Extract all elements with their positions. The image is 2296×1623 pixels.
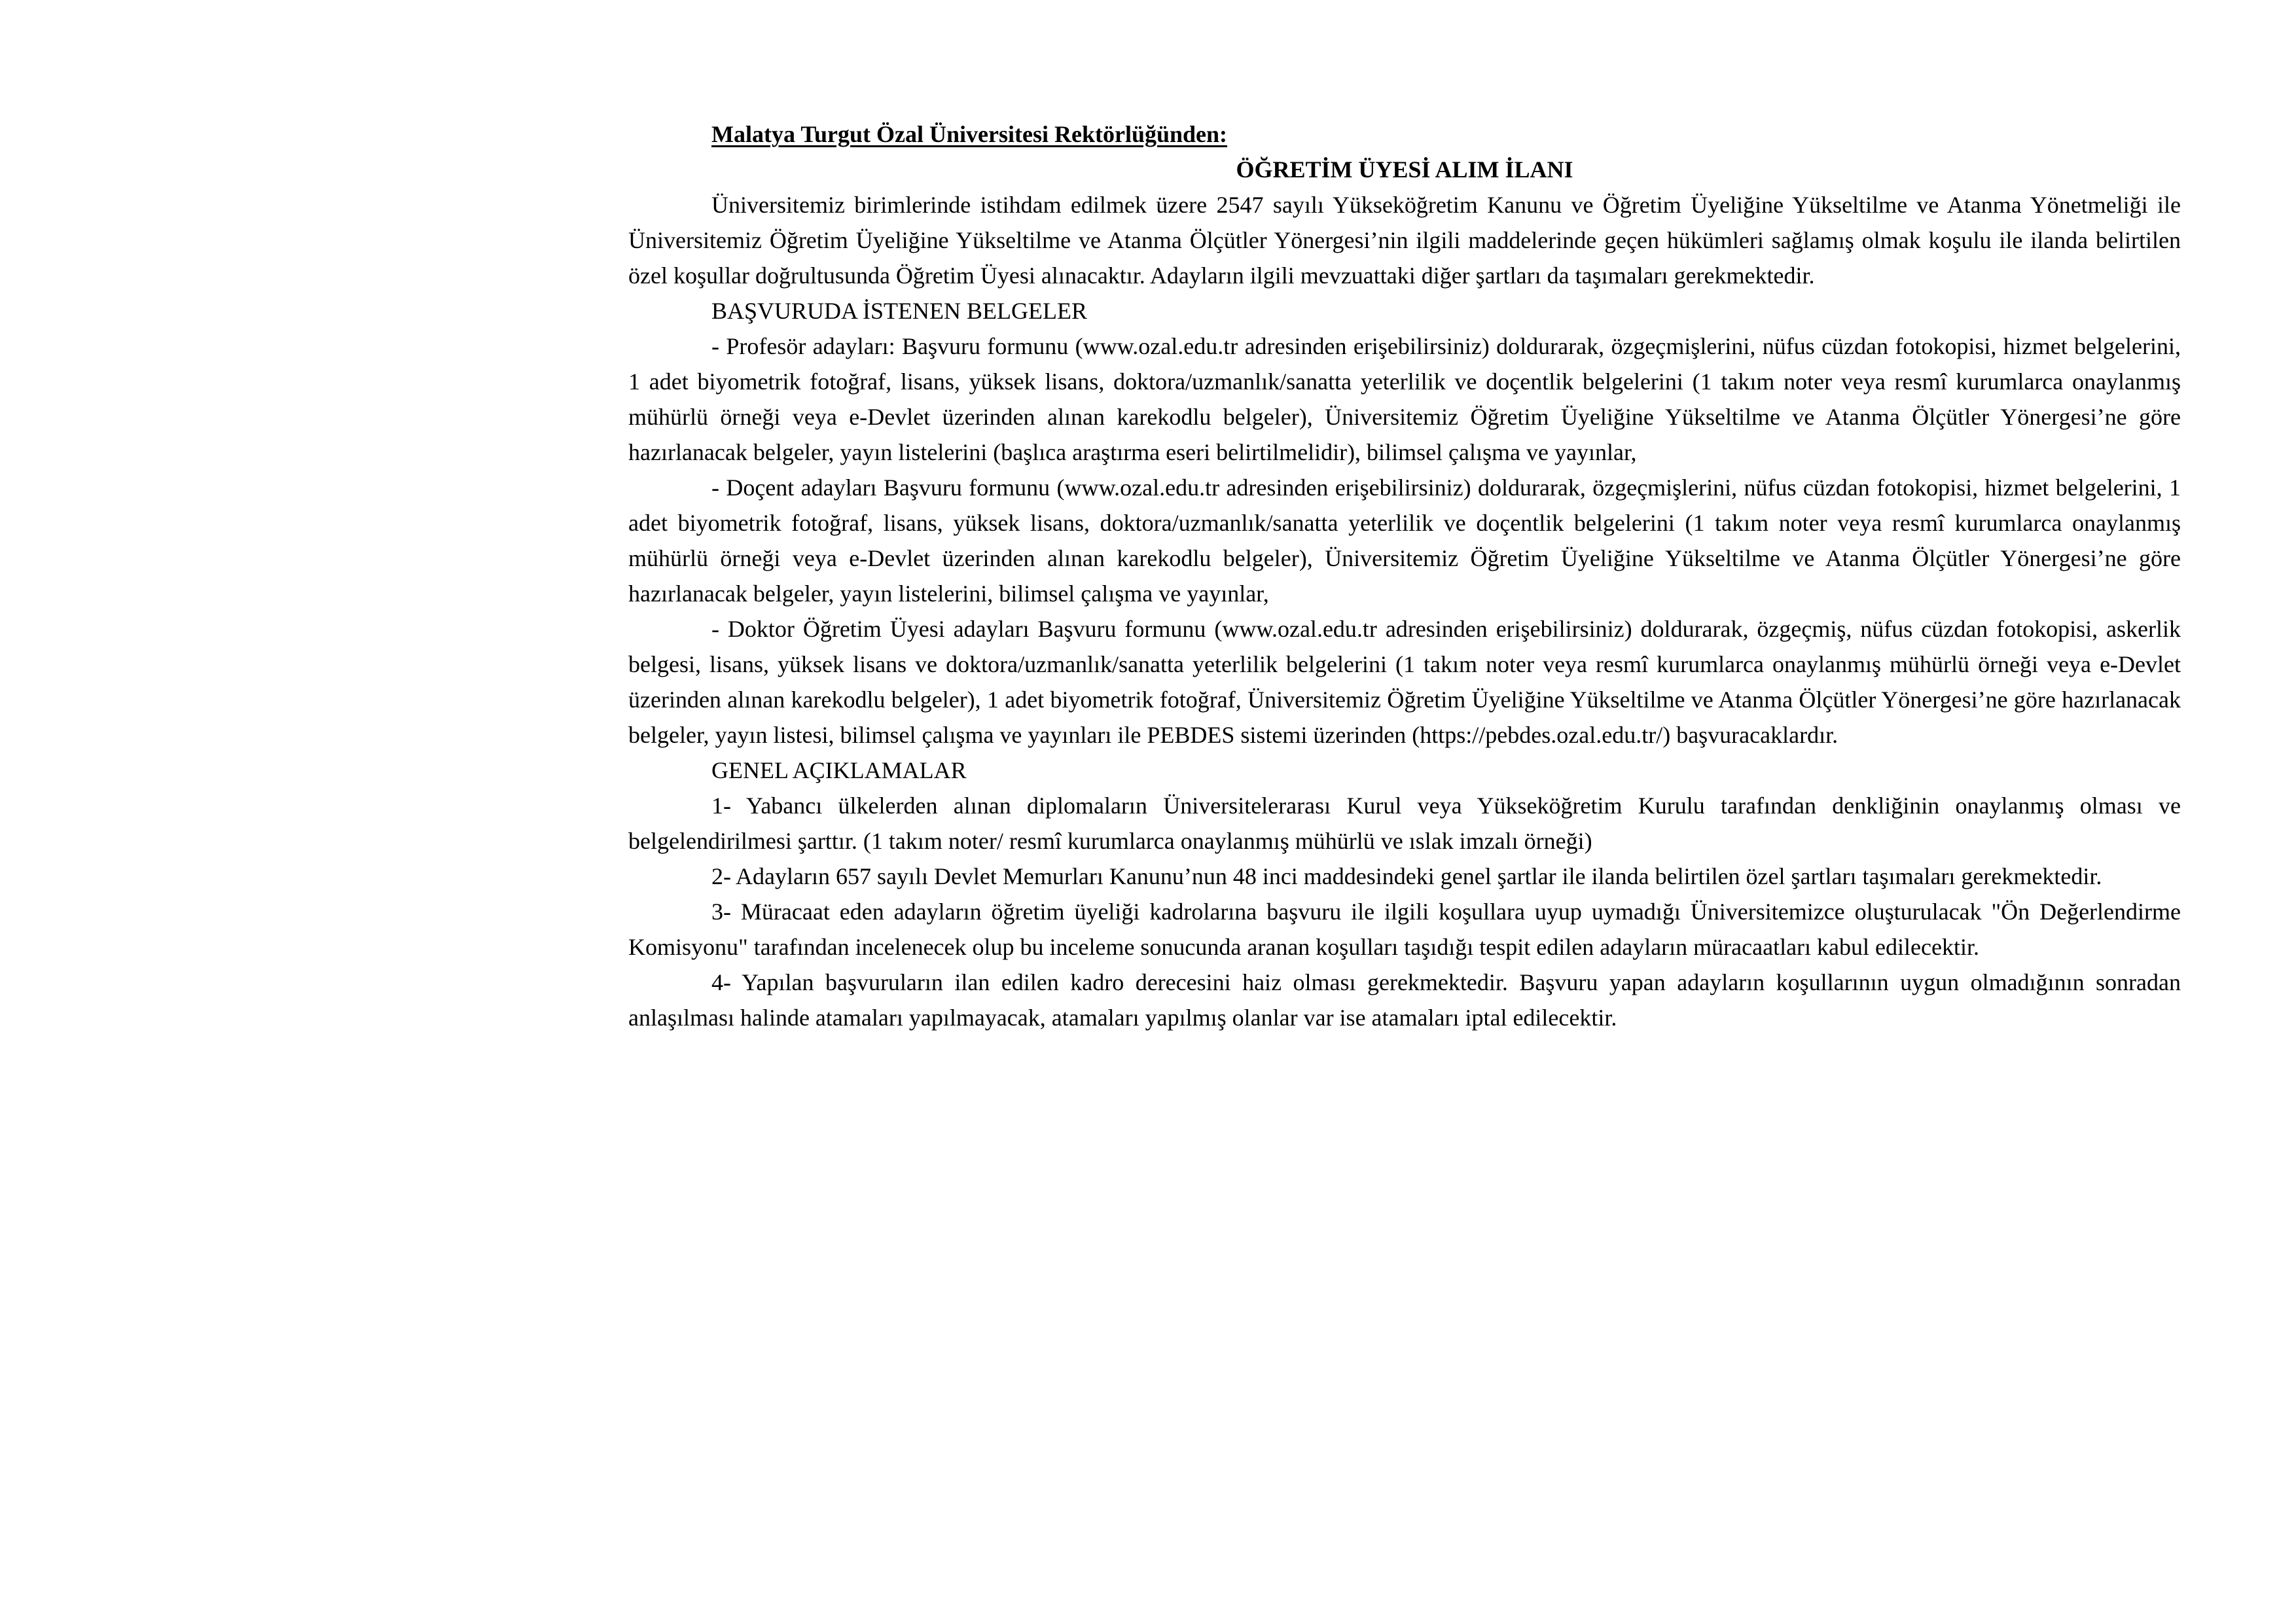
general-note-1: 1- Yabancı ülkelerden alınan diplomaların Üniversitelerarası Kurul veya Yükseköğretim Kurulu tarafından denkliğinin onaylanmış olması ve belgelendirilmesi şarttır. (1 takım noter/ resmî kurumlarca onaylanmış mühürlü ve ıslak imzalı örneği)	[628, 793, 2181, 854]
announcement-document	[628, 116, 2181, 1035]
required-documents-section	[628, 293, 2181, 753]
requirement-associate-professor: - Doçent adayları Başvuru formunu (www.ozal.edu.tr adresinden erişebilirsiniz) doldurarak, özgeçmişlerini, nüfus cüzdan fotokopisi, hizmet belgelerini, 1 adet biyometrik fotoğraf, lisans, yüksek lisans, doktora/uzmanlık/sanatta yeterlilik ve doçentlik belgelerini (1 takım noter veya resmî kurumlarca onaylanmış mühürlü örneği veya e-Devlet üzerinden alınan karekodlu belgeler), Üniversitemiz Öğretim Üyeliğine Yükseltilme ve Atanma Ölçütler Yönergesi’ne göre hazırlanacak belgeler, yayın listelerini, bilimsel çalışma ve yayınlar,	[628, 474, 2181, 607]
requirement-professor: - Profesör adayları: Başvuru formunu (www.ozal.edu.tr adresinden erişebilirsiniz) doldurarak, özgeçmişlerini, nüfus cüzdan fotokopisi, hizmet belgelerini, 1 adet biyometrik fotoğraf, lisans, yüksek lisans, doktora/uzmanlık/sanatta yeterlilik ve doçentlik belgelerini (1 takım noter veya resmî kurumlarca onaylanmış mühürlü örneği veya e-Devlet üzerinden alınan karekodlu belgeler), Üniversitemiz Öğretim Üyeliğine Yükseltilme ve Atanma Ölçütler Yönergesi’ne göre hazırlanacak belgeler, yayın listelerini (başlıca araştırma eseri belirtilmelidir), bilimsel çalışma ve yayınlar,	[628, 333, 2181, 465]
general-notes-section	[628, 753, 2181, 1035]
requirement-assistant-professor: - Doktor Öğretim Üyesi adayları Başvuru formunu (www.ozal.edu.tr adresinden erişebilirsiniz) doldurarak, özgeçmiş, nüfus cüzdan fotokopisi, askerlik belgesi, lisans, yüksek lisans ve doktora/uzmanlık/sanatta yeterlilik belgelerini (1 takım noter veya resmî kurumlarca onaylanmış mühürlü örneği veya e-Devlet üzerinden alınan karekodlu belgeler), 1 adet biyometrik fotoğraf, Üniversitemiz Öğretim Üyeliğine Yükseltilme ve Atanma Ölçütler Yönergesi’ne göre hazırlanacak belgeler, yayın listesi, bilimsel çalışma ve yayınları ile PEBDES sistemi üzerinden (https://pebdes.ozal.edu.tr/) başvuracaklardır.	[628, 616, 2181, 748]
required-documents-heading: BAŞVURUDA İSTENEN BELGELER	[711, 298, 1087, 324]
issuer-heading: Malatya Turgut Özal Üniversitesi Rektörlüğünden:	[711, 121, 1228, 147]
intro-paragraph: Üniversitemiz birimlerinde istihdam edilmek üzere 2547 sayılı Yükseköğretim Kanunu ve Öğretim Üyeliğine Yükseltilme ve Atanma Yönetmeliği ile Üniversitemiz Öğretim Üyeliğine Yükseltilme ve Atanma Ölçütler Yönergesi’nin ilgili maddelerinde geçen hükümleri sağlamış olmak koşulu ile ilanda belirtilen özel koşullar doğrultusunda Öğretim Üyesi alınacaktır. Adayların ilgili mevzuattaki diğer şartları da taşımaları gerekmektedir.	[628, 192, 2181, 289]
general-note-3: 3- Müracaat eden adayların öğretim üyeliği kadrolarına başvuru ile ilgili koşullara uyup uymadığı Üniversitemizce oluşturulacak "Ön Değerlendirme Komisyonu" tarafından incelenecek olup bu inceleme sonucunda aranan koşulları taşıdığı tespit edilen adayların müracaatları kabul edilecektir.	[628, 899, 2181, 960]
general-note-4: 4- Yapılan başvuruların ilan edilen kadro derecesini haiz olması gerekmektedir. Başvuru yapan adayların koşullarının uygun olmadığının sonradan anlaşılması halinde atamaları yapılmayacak, atamaları yapılmış olanlar var ise atamaları iptal edilecektir.	[628, 969, 2181, 1031]
general-notes-heading: GENEL AÇIKLAMALAR	[711, 757, 967, 783]
general-note-2: 2- Adayların 657 sayılı Devlet Memurları Kanunu’nun 48 inci maddesindeki genel şartlar ile ilanda belirtilen özel şartları taşımaları gerekmektedir.	[711, 863, 2102, 889]
document-title: ÖĞRETİM ÜYESİ ALIM İLANI	[1236, 156, 1573, 183]
